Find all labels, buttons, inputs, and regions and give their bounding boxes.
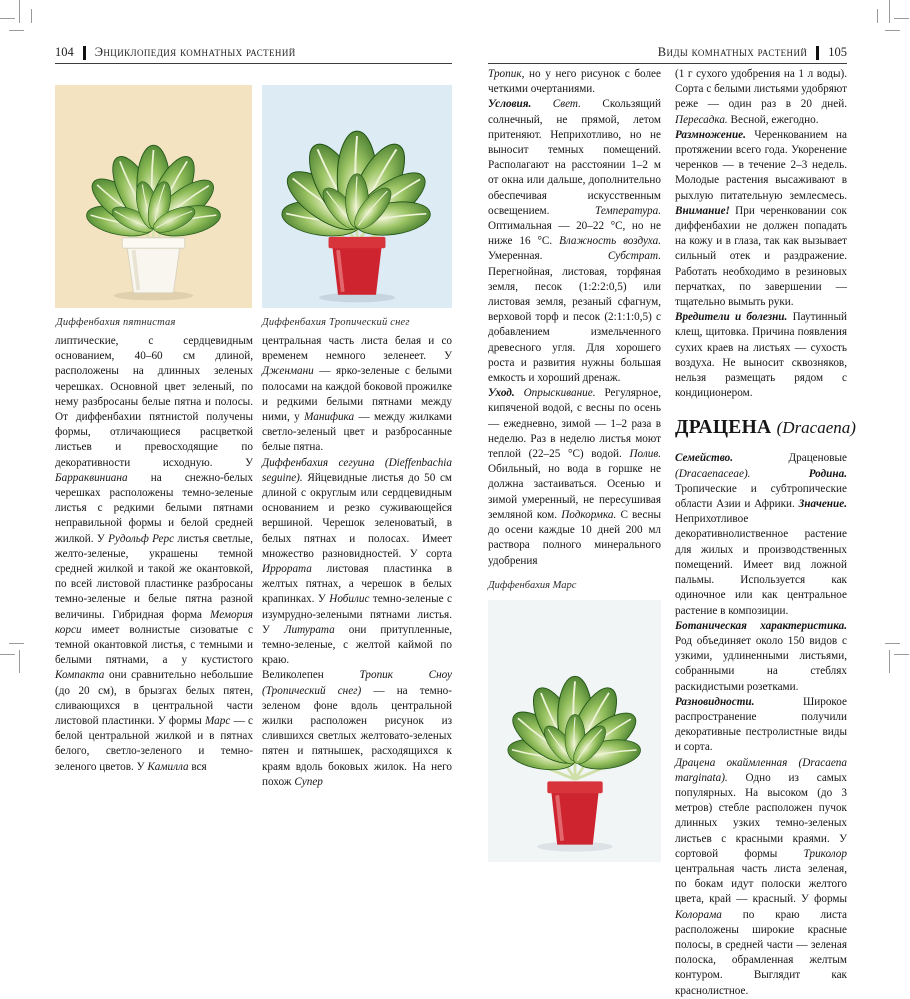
crop-mark (885, 643, 900, 644)
running-head-title: Энциклопедия комнатных растений (94, 45, 296, 59)
paragraph: Размножение. Черенкованием на протяжении всего года. Укоренение черенков — в течение 2–3 недель. Молодые растения высаживают в рыхлую питательную землесмесь. Внимание! При черенковании сок диффенбахии не должен попадать на кожу и в глаза, так как вызывает сильный отек и раздражение. Работать необходимо в резиновых перчатках, по завершении — тщательно вымыть руки. (675, 128, 847, 309)
crop-mark (9, 643, 24, 644)
photo-dieffenbachia-spotted (55, 85, 252, 308)
running-head-left (55, 40, 452, 64)
dieffenbachia-plant-illustration (262, 85, 452, 308)
red-pot (329, 237, 386, 295)
page-left (55, 40, 453, 788)
crop-mark (877, 9, 878, 23)
crop-mark (19, 650, 20, 673)
header-divider (83, 46, 86, 60)
crop-mark (894, 654, 909, 655)
page-number: 105 (828, 45, 847, 59)
photo-dieffenbachia-tropic-snow (262, 85, 452, 308)
crop-mark (889, 650, 890, 673)
text-column (675, 67, 856, 999)
crop-mark (0, 654, 15, 655)
paragraph: Семейство. Драценовые (Dracaenaceae). Родина. Тропические и субтропические области Азии и Африки. Значение. Неприхотливое декоративнолиственное растение для жилых и производственных помещений. Имеет вид ложной пальмы. Используется как одиночное или как центральное растение в композиции. (675, 452, 847, 617)
crop-mark (9, 30, 24, 31)
crop-mark (889, 0, 890, 23)
section-heading: ДРАЦЕНА (Dracaena) (675, 417, 856, 439)
paragraph: Ботаническая характеристика. Род объединяет около 150 видов с узкими, удлиненными листьями, собранными на стеблях раскидистыми розетками. (675, 619, 847, 693)
crop-mark (31, 9, 32, 23)
photo-caption: Диффенбахия Марс (488, 579, 577, 591)
paragraph: Вредители и болезни. Паутинный клещ, щитовка. Причина появления сухих краев на листьях — сухость воздуха. Не выносит сквозняков, нельзя размещать рядом с кондиционером. (675, 311, 847, 400)
column-text (488, 67, 661, 569)
text-column (262, 334, 452, 790)
paragraph: Тропик, но у него рисунок с более четкими очертаниями. (488, 68, 661, 96)
paragraph: липтические, с сердцевидным основанием, 40–60 см длиной, расположены на длинных зеленых черешках. Основной цвет зеленый, по нему разбросаны белые пятна и полосы. От диффенбахии пятнистой получены формы, отличающиеся расцветкой листьев и превосходящие по декоративности исходную. У Барраквиниана на снежно-белых черешках расположены темно-зеленые листья с редкими белыми пятнами неправильной формы и белой средней жилкой. У Рудольф Рерс листья светлые, желто-зеленые, украшены темной средней жилкой и такой же окантовкой, по всей листовой пластинке разбросаны темно-зеленые и белые пятна разной величины. Гибридная форма Мемория корси имеет волнистые сизоватые с темной окантовкой листья, с темными и белыми пятнами, а у кустистого Компакта они сравнительно небольшие (до 20 см), в брызгах белых пятен, сливающихся в центральной части листовой пластинки. У формы Марс — с белой центральной жилкой и в пятнах белого, светло-зеленого и темно-зеленого цветов. У Камилла вся (55, 335, 254, 773)
page-number: 104 (55, 45, 74, 59)
paragraph: (1 г сухого удобрения на 1 л воды). Сорта с белыми листьями удобряют реже — один раз в 20 дней. Пересадка. Весной, ежегодно. (675, 68, 847, 126)
photo-caption: Диффенбахия пятнистая (56, 317, 176, 328)
crop-mark (894, 18, 909, 19)
paragraph: Драцена окаймленная (Dracaena marginata). Одно из самых популярных. На высоком (до 3 метров) стебле расположен пучок длинных узких темно-зеленых листьев с красными краями. У сортовой формы Триколор центральная часть листа зеленая, по бокам идут полоски желтого цвета, край — красный. У формы Колорама по краю листа расположены широкие красные полосы, в средней части — зеленая полоска, обрамленная желтым контуром. Выглядит как краснолистное. (675, 756, 847, 997)
crop-mark (885, 30, 900, 31)
page-right (488, 40, 856, 997)
crop-mark (0, 18, 15, 19)
paragraph: Великолепен Тропик Сноу (Тропический снег) — на темно-зеленом фоне вдоль центральной жилки расположен рисунок из слившихся светлых желтовато-зеленых пятен и пятнышек, расходящихся к краям вдоль боковых жилок. На него похож Супер (262, 669, 453, 788)
paragraph: центральная часть листа белая и со временем немного зеленеет. У Дженмани — ярко-зеленые с белыми полосами на каждой боковой прожилке и редкими белыми пятнами между ними, у Манифика — между жилками светло-зеленый цвет и разбросанные белые пятна. (262, 335, 452, 454)
dieffenbachia-plant-illustration (55, 85, 252, 308)
red-pot (547, 781, 602, 844)
photo-caption: Диффенбахия Тропический снег (262, 317, 410, 328)
white-pot (122, 238, 185, 293)
running-head-title: Виды комнатных растений (657, 45, 808, 59)
paragraph: Уход. Опрыскивание. Регулярное, кипяченой водой, с весны по осень — ежедневно, зимой — 1–2 раза в неделю. Раз в неделю листья моют теплой (22–25 °С) водой. Полив. Обильный, но вода в горшке не должна застаиваться. Осенью и зимой умеренный, не пересушивая земляной ком. Подкормка. С весны до осени каждые 10 дней 200 мл раствора полного минерального удобрения (488, 387, 661, 567)
paragraph: Диффенбахия сегуина (Dieffenbachia seguine). Яйцевидные листья до 50 см длиной с округлым или сердцевидным основанием и резко суживающейся вершиной. Черешок зеленоватый, в белых пятнах и полосах. Имеет множество разновидностей. У сорта Иррората листовая пластинка в желтых пятнах, а черешок в белых крапинках. У Нобилис темно-зеленые с изумрудно-зелеными пятнами листья. У Литурата они притупленные, темно-зеленые, с желтой каймой по краю. (262, 456, 453, 667)
header-divider (816, 46, 819, 60)
running-head-right (488, 40, 847, 64)
text-column (55, 334, 253, 775)
photo-dieffenbachia-mars (488, 600, 661, 862)
paragraph: Разновидности. Широкое распространение получили декоративные пестролистные виды и сорта. (675, 695, 847, 754)
crop-mark (19, 0, 20, 23)
paragraph: Условия. Свет. Скользящий солнечный, не прямой, летом притеняют. Неприхотливо, но не выносит темных помещений. Располагают на расстоянии 1–2 м от окна или дальше, дополнительно обеспечивая искусственным освещением. Температура. Оптимальная — 20–22 °С, но не ниже 16 °С. Влажность воздуха. Умеренная. Субстрат. Перегнойная, листовая, торфяная земля, песок (1:2:2:0,5) или листовая земля, резаный сфагнум, верховой торф и песок (2:1:1:0,5) с добавлением измельченного древесного угля. Для хорошего роста и развития нужны большая емкость и хороший дренаж. (488, 98, 661, 385)
dieffenbachia-plant-illustration (488, 600, 661, 862)
text-column (488, 67, 661, 862)
